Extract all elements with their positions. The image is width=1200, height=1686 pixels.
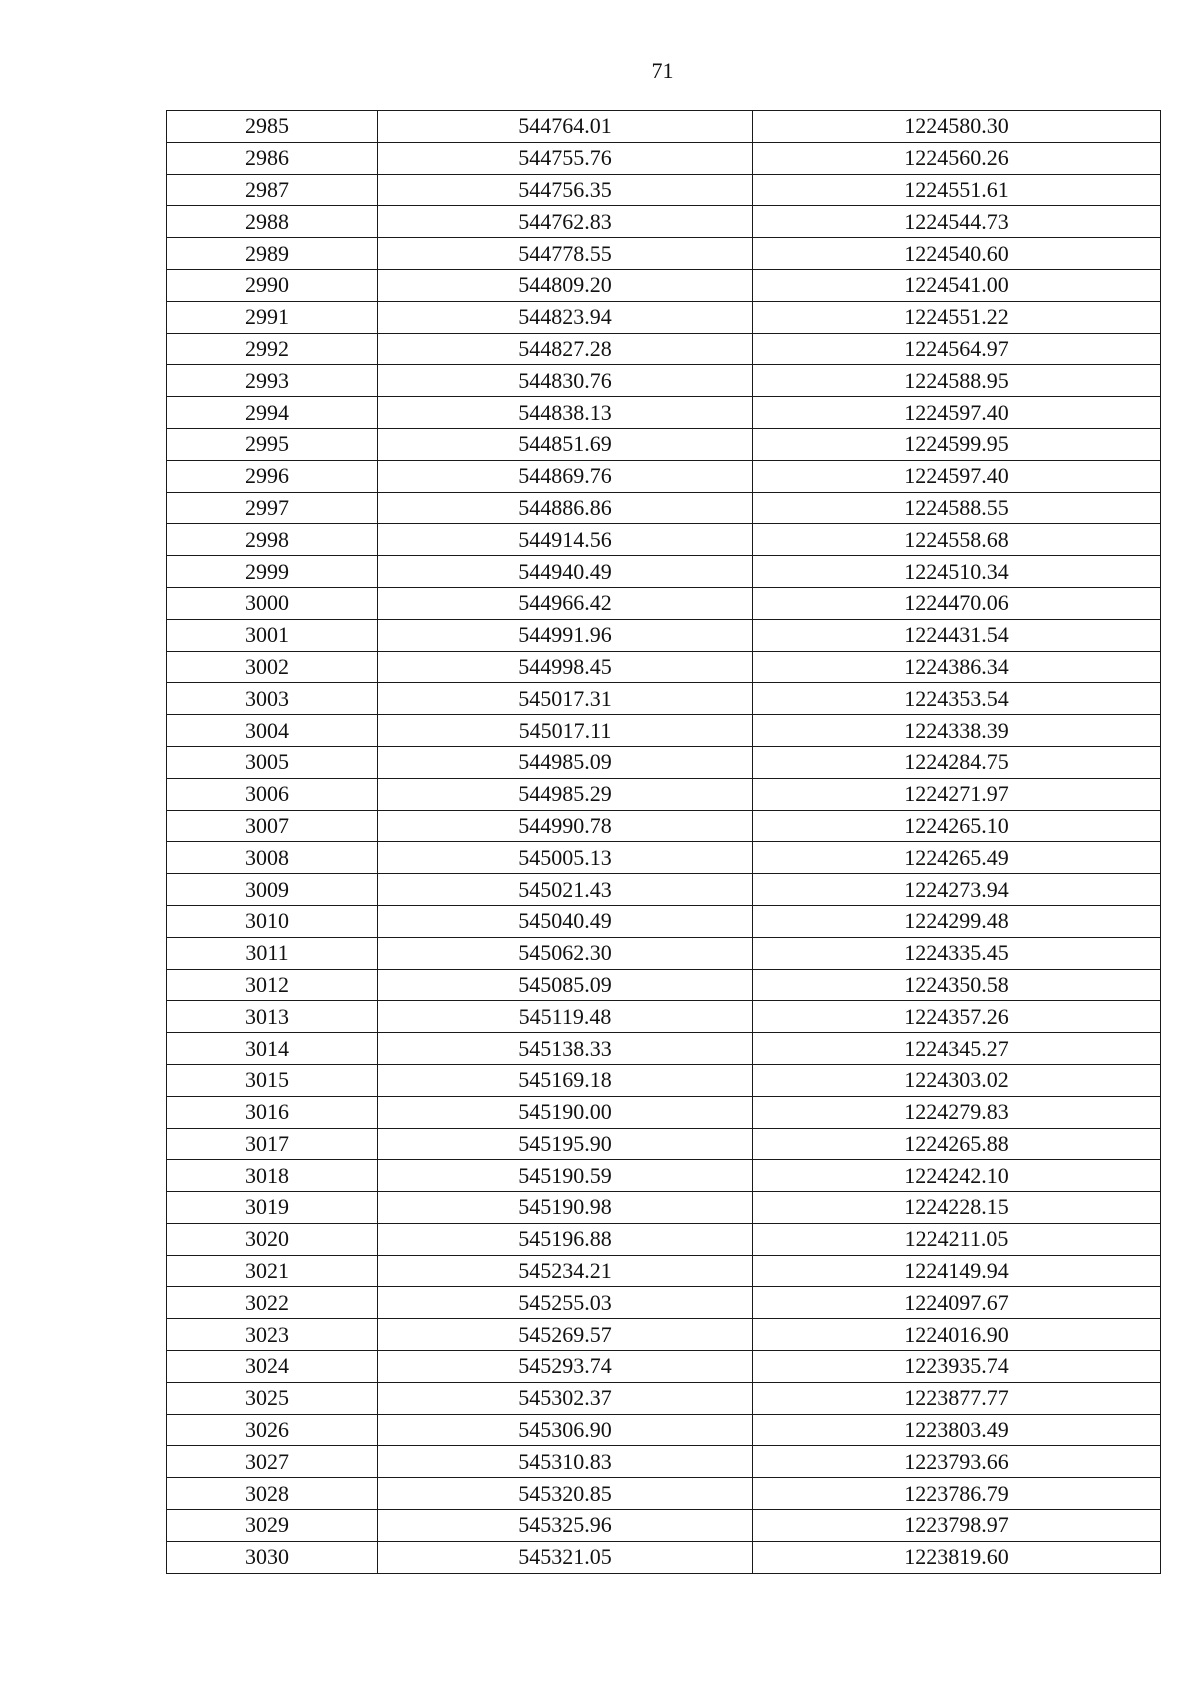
y-coordinate-cell: 1224558.68 bbox=[753, 524, 1161, 556]
table-row bbox=[167, 587, 1161, 619]
y-coordinate-cell: 1224335.45 bbox=[753, 937, 1161, 969]
y-coordinate-cell: 1224303.02 bbox=[753, 1064, 1161, 1096]
y-coordinate-cell: 1224284.75 bbox=[753, 746, 1161, 778]
table-row bbox=[167, 333, 1161, 365]
table-row bbox=[167, 1287, 1161, 1319]
table-row bbox=[167, 1255, 1161, 1287]
table-row bbox=[167, 111, 1161, 143]
x-coordinate-cell: 544823.94 bbox=[378, 301, 753, 333]
y-coordinate-cell: 1224242.10 bbox=[753, 1160, 1161, 1192]
y-coordinate-cell: 1224551.22 bbox=[753, 301, 1161, 333]
x-coordinate-cell: 544827.28 bbox=[378, 333, 753, 365]
table-row bbox=[167, 397, 1161, 429]
y-coordinate-cell: 1224338.39 bbox=[753, 715, 1161, 747]
table-row bbox=[167, 365, 1161, 397]
x-coordinate-cell: 545190.00 bbox=[378, 1096, 753, 1128]
table-row bbox=[167, 874, 1161, 906]
coordinates-table-body bbox=[167, 111, 1161, 1574]
point-number-cell: 3008 bbox=[167, 842, 378, 874]
x-coordinate-cell: 545293.74 bbox=[378, 1351, 753, 1383]
coordinates-table bbox=[166, 110, 1161, 1574]
y-coordinate-cell: 1224599.95 bbox=[753, 428, 1161, 460]
y-coordinate-cell: 1224211.05 bbox=[753, 1223, 1161, 1255]
x-coordinate-cell: 544869.76 bbox=[378, 460, 753, 492]
x-coordinate-cell: 545190.59 bbox=[378, 1160, 753, 1192]
table-row bbox=[167, 1223, 1161, 1255]
x-coordinate-cell: 545195.90 bbox=[378, 1128, 753, 1160]
table-row bbox=[167, 238, 1161, 270]
point-number-cell: 2991 bbox=[167, 301, 378, 333]
point-number-cell: 3007 bbox=[167, 810, 378, 842]
y-coordinate-cell: 1223803.49 bbox=[753, 1414, 1161, 1446]
y-coordinate-cell: 1224386.34 bbox=[753, 651, 1161, 683]
y-coordinate-cell: 1224299.48 bbox=[753, 905, 1161, 937]
x-coordinate-cell: 544851.69 bbox=[378, 428, 753, 460]
x-coordinate-cell: 544809.20 bbox=[378, 269, 753, 301]
x-coordinate-cell: 544998.45 bbox=[378, 651, 753, 683]
point-number-cell: 3026 bbox=[167, 1414, 378, 1446]
y-coordinate-cell: 1224551.61 bbox=[753, 174, 1161, 206]
y-coordinate-cell: 1224097.67 bbox=[753, 1287, 1161, 1319]
table-row bbox=[167, 142, 1161, 174]
table-row bbox=[167, 842, 1161, 874]
y-coordinate-cell: 1224265.10 bbox=[753, 810, 1161, 842]
point-number-cell: 3022 bbox=[167, 1287, 378, 1319]
x-coordinate-cell: 544940.49 bbox=[378, 556, 753, 588]
y-coordinate-cell: 1224271.97 bbox=[753, 778, 1161, 810]
table-row bbox=[167, 651, 1161, 683]
y-coordinate-cell: 1224228.15 bbox=[753, 1192, 1161, 1224]
table-row bbox=[167, 492, 1161, 524]
y-coordinate-cell: 1224265.49 bbox=[753, 842, 1161, 874]
table-row bbox=[167, 746, 1161, 778]
y-coordinate-cell: 1224273.94 bbox=[753, 874, 1161, 906]
table-row bbox=[167, 174, 1161, 206]
point-number-cell: 3014 bbox=[167, 1033, 378, 1065]
table-row bbox=[167, 1096, 1161, 1128]
point-number-cell: 2993 bbox=[167, 365, 378, 397]
x-coordinate-cell: 545306.90 bbox=[378, 1414, 753, 1446]
y-coordinate-cell: 1223877.77 bbox=[753, 1382, 1161, 1414]
point-number-cell: 3019 bbox=[167, 1192, 378, 1224]
y-coordinate-cell: 1223935.74 bbox=[753, 1351, 1161, 1383]
x-coordinate-cell: 544838.13 bbox=[378, 397, 753, 429]
x-coordinate-cell: 545169.18 bbox=[378, 1064, 753, 1096]
point-number-cell: 3016 bbox=[167, 1096, 378, 1128]
point-number-cell: 3002 bbox=[167, 651, 378, 683]
point-number-cell: 2988 bbox=[167, 206, 378, 238]
table-row bbox=[167, 1128, 1161, 1160]
point-number-cell: 3024 bbox=[167, 1351, 378, 1383]
x-coordinate-cell: 545269.57 bbox=[378, 1319, 753, 1351]
y-coordinate-cell: 1224597.40 bbox=[753, 397, 1161, 429]
table-row bbox=[167, 1510, 1161, 1542]
x-coordinate-cell: 545062.30 bbox=[378, 937, 753, 969]
x-coordinate-cell: 545040.49 bbox=[378, 905, 753, 937]
x-coordinate-cell: 544755.76 bbox=[378, 142, 753, 174]
table-row bbox=[167, 428, 1161, 460]
x-coordinate-cell: 544966.42 bbox=[378, 587, 753, 619]
table-row bbox=[167, 460, 1161, 492]
point-number-cell: 3000 bbox=[167, 587, 378, 619]
y-coordinate-cell: 1224597.40 bbox=[753, 460, 1161, 492]
y-coordinate-cell: 1224353.54 bbox=[753, 683, 1161, 715]
table-row bbox=[167, 1319, 1161, 1351]
table-row bbox=[167, 1033, 1161, 1065]
point-number-cell: 2986 bbox=[167, 142, 378, 174]
table-row bbox=[167, 1414, 1161, 1446]
point-number-cell: 3013 bbox=[167, 1001, 378, 1033]
table-row bbox=[167, 969, 1161, 1001]
table-row bbox=[167, 1064, 1161, 1096]
x-coordinate-cell: 544778.55 bbox=[378, 238, 753, 270]
x-coordinate-cell: 544762.83 bbox=[378, 206, 753, 238]
y-coordinate-cell: 1224279.83 bbox=[753, 1096, 1161, 1128]
point-number-cell: 3003 bbox=[167, 683, 378, 715]
point-number-cell: 2999 bbox=[167, 556, 378, 588]
table-row bbox=[167, 1541, 1161, 1573]
x-coordinate-cell: 545325.96 bbox=[378, 1510, 753, 1542]
y-coordinate-cell: 1224540.60 bbox=[753, 238, 1161, 270]
point-number-cell: 3020 bbox=[167, 1223, 378, 1255]
table-row bbox=[167, 683, 1161, 715]
x-coordinate-cell: 544985.09 bbox=[378, 746, 753, 778]
point-number-cell: 3015 bbox=[167, 1064, 378, 1096]
point-number-cell: 2997 bbox=[167, 492, 378, 524]
table-row bbox=[167, 905, 1161, 937]
x-coordinate-cell: 545234.21 bbox=[378, 1255, 753, 1287]
point-number-cell: 3006 bbox=[167, 778, 378, 810]
x-coordinate-cell: 544985.29 bbox=[378, 778, 753, 810]
x-coordinate-cell: 544991.96 bbox=[378, 619, 753, 651]
x-coordinate-cell: 545302.37 bbox=[378, 1382, 753, 1414]
point-number-cell: 3017 bbox=[167, 1128, 378, 1160]
point-number-cell: 3001 bbox=[167, 619, 378, 651]
table-row bbox=[167, 1446, 1161, 1478]
x-coordinate-cell: 544764.01 bbox=[378, 111, 753, 143]
x-coordinate-cell: 545119.48 bbox=[378, 1001, 753, 1033]
y-coordinate-cell: 1224541.00 bbox=[753, 269, 1161, 301]
y-coordinate-cell: 1224431.54 bbox=[753, 619, 1161, 651]
point-number-cell: 3009 bbox=[167, 874, 378, 906]
y-coordinate-cell: 1223819.60 bbox=[753, 1541, 1161, 1573]
table-row bbox=[167, 524, 1161, 556]
x-coordinate-cell: 545255.03 bbox=[378, 1287, 753, 1319]
y-coordinate-cell: 1223786.79 bbox=[753, 1478, 1161, 1510]
x-coordinate-cell: 544914.56 bbox=[378, 524, 753, 556]
table-row bbox=[167, 301, 1161, 333]
point-number-cell: 2996 bbox=[167, 460, 378, 492]
y-coordinate-cell: 1224544.73 bbox=[753, 206, 1161, 238]
table-row bbox=[167, 1382, 1161, 1414]
x-coordinate-cell: 545138.33 bbox=[378, 1033, 753, 1065]
point-number-cell: 2989 bbox=[167, 238, 378, 270]
y-coordinate-cell: 1223798.97 bbox=[753, 1510, 1161, 1542]
table-row bbox=[167, 1478, 1161, 1510]
y-coordinate-cell: 1224345.27 bbox=[753, 1033, 1161, 1065]
x-coordinate-cell: 545021.43 bbox=[378, 874, 753, 906]
y-coordinate-cell: 1224350.58 bbox=[753, 969, 1161, 1001]
x-coordinate-cell: 545320.85 bbox=[378, 1478, 753, 1510]
y-coordinate-cell: 1224588.95 bbox=[753, 365, 1161, 397]
point-number-cell: 3027 bbox=[167, 1446, 378, 1478]
point-number-cell: 2998 bbox=[167, 524, 378, 556]
y-coordinate-cell: 1224016.90 bbox=[753, 1319, 1161, 1351]
x-coordinate-cell: 544886.86 bbox=[378, 492, 753, 524]
y-coordinate-cell: 1224510.34 bbox=[753, 556, 1161, 588]
x-coordinate-cell: 544830.76 bbox=[378, 365, 753, 397]
table-row bbox=[167, 206, 1161, 238]
table-row bbox=[167, 937, 1161, 969]
x-coordinate-cell: 545321.05 bbox=[378, 1541, 753, 1573]
table-row bbox=[167, 1351, 1161, 1383]
point-number-cell: 3021 bbox=[167, 1255, 378, 1287]
x-coordinate-cell: 545017.31 bbox=[378, 683, 753, 715]
y-coordinate-cell: 1223793.66 bbox=[753, 1446, 1161, 1478]
point-number-cell: 2992 bbox=[167, 333, 378, 365]
point-number-cell: 3029 bbox=[167, 1510, 378, 1542]
point-number-cell: 3030 bbox=[167, 1541, 378, 1573]
y-coordinate-cell: 1224470.06 bbox=[753, 587, 1161, 619]
point-number-cell: 2990 bbox=[167, 269, 378, 301]
point-number-cell: 3010 bbox=[167, 905, 378, 937]
table-row bbox=[167, 269, 1161, 301]
point-number-cell: 3028 bbox=[167, 1478, 378, 1510]
table-row bbox=[167, 715, 1161, 747]
x-coordinate-cell: 544756.35 bbox=[378, 174, 753, 206]
x-coordinate-cell: 544990.78 bbox=[378, 810, 753, 842]
point-number-cell: 3004 bbox=[167, 715, 378, 747]
page-number: 71 bbox=[651, 58, 674, 83]
y-coordinate-cell: 1224265.88 bbox=[753, 1128, 1161, 1160]
point-number-cell: 3018 bbox=[167, 1160, 378, 1192]
point-number-cell: 3025 bbox=[167, 1382, 378, 1414]
y-coordinate-cell: 1224580.30 bbox=[753, 111, 1161, 143]
table-row bbox=[167, 778, 1161, 810]
point-number-cell: 3011 bbox=[167, 937, 378, 969]
table-row bbox=[167, 1192, 1161, 1224]
point-number-cell: 2994 bbox=[167, 397, 378, 429]
x-coordinate-cell: 545196.88 bbox=[378, 1223, 753, 1255]
point-number-cell: 2985 bbox=[167, 111, 378, 143]
point-number-cell: 2987 bbox=[167, 174, 378, 206]
table-row bbox=[167, 1160, 1161, 1192]
point-number-cell: 3012 bbox=[167, 969, 378, 1001]
y-coordinate-cell: 1224149.94 bbox=[753, 1255, 1161, 1287]
y-coordinate-cell: 1224560.26 bbox=[753, 142, 1161, 174]
table-row bbox=[167, 1001, 1161, 1033]
x-coordinate-cell: 545005.13 bbox=[378, 842, 753, 874]
table-row bbox=[167, 556, 1161, 588]
x-coordinate-cell: 545190.98 bbox=[378, 1192, 753, 1224]
point-number-cell: 3023 bbox=[167, 1319, 378, 1351]
table-row bbox=[167, 619, 1161, 651]
table-row bbox=[167, 810, 1161, 842]
y-coordinate-cell: 1224588.55 bbox=[753, 492, 1161, 524]
y-coordinate-cell: 1224357.26 bbox=[753, 1001, 1161, 1033]
x-coordinate-cell: 545017.11 bbox=[378, 715, 753, 747]
point-number-cell: 2995 bbox=[167, 428, 378, 460]
y-coordinate-cell: 1224564.97 bbox=[753, 333, 1161, 365]
x-coordinate-cell: 545310.83 bbox=[378, 1446, 753, 1478]
x-coordinate-cell: 545085.09 bbox=[378, 969, 753, 1001]
point-number-cell: 3005 bbox=[167, 746, 378, 778]
